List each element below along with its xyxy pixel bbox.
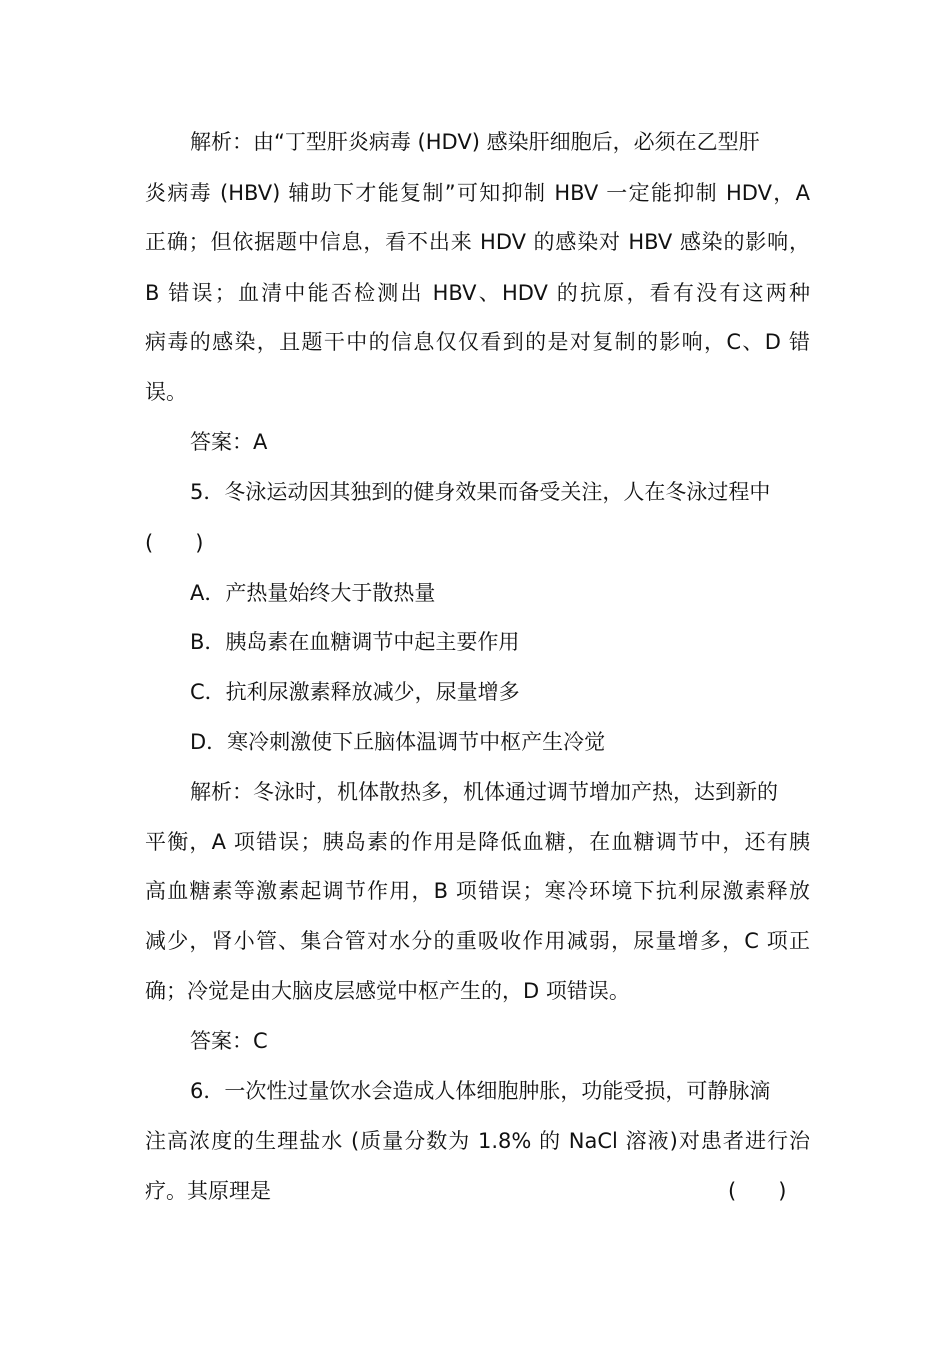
answer-line: 答案：A [190, 430, 268, 454]
option-c: C．抗利尿激素释放减少，尿量增多 [190, 680, 520, 704]
text-line: 高血糖素等激素起调节作用，B 项错误；寒冷环境下抗利尿激素释放 [145, 879, 810, 903]
text-line: 正确；但依据题中信息，看不出来 HDV 的感染对 HBV 感染的影响， [145, 230, 810, 254]
option-a: A．产热量始终大于散热量 [190, 581, 436, 605]
option-b: B．胰岛素在血糖调节中起主要作用 [190, 630, 520, 654]
text-line: 平衡，A 项错误；胰岛素的作用是降低血糖，在血糖调节中，还有胰 [145, 830, 810, 854]
text-line: 注高浓度的生理盐水 (质量分数为 1.8% 的 NaCl 溶液)对患者进行治 [145, 1129, 810, 1153]
text-line: 解析：由“丁型肝炎病毒 (HDV) 感染肝细胞后，必须在乙型肝 [190, 130, 760, 154]
text-line: 确；冷觉是由大脑皮层感觉中枢产生的，D 项错误。 [145, 979, 630, 1003]
answer-blank: ( ) [728, 1179, 787, 1203]
text-line: 病毒的感染，且题干中的信息仅仅看到的是对复制的影响，C、D 错 [145, 330, 810, 354]
question-stem: 6．一次性过量饮水会造成人体细胞肿胀，功能受损，可静脉滴 [190, 1079, 771, 1103]
text-line: 疗。其原理是 [145, 1179, 271, 1203]
answer-line: 答案：C [190, 1029, 268, 1053]
option-d: D．寒冷刺激使下丘脑体温调节中枢产生冷觉 [190, 730, 606, 754]
answer-blank: ( ) [145, 531, 204, 555]
text-line: B 错误；血清中能否检测出 HBV、HDV 的抗原，看有没有这两种 [145, 281, 810, 305]
text-line: 减少，肾小管、集合管对水分的重吸收作用减弱，尿量增多，C 项正 [145, 929, 810, 953]
text-line: 误。 [145, 380, 187, 404]
text-line: 炎病毒 (HBV) 辅助下才能复制”可知抑制 HBV 一定能抑制 HDV，A [145, 181, 810, 205]
text-line: 解析：冬泳时，机体散热多，机体通过调节增加产热，达到新的 [190, 780, 778, 804]
question-stem: 5．冬泳运动因其独到的健身效果而备受关注，人在冬泳过程中 [190, 480, 771, 504]
